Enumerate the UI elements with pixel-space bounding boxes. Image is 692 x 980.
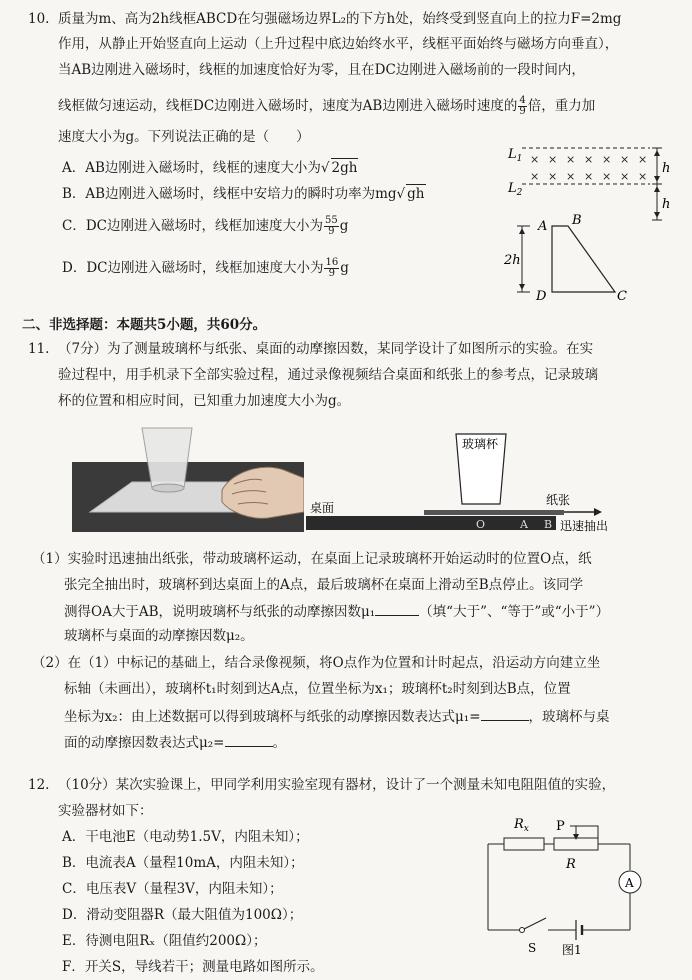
q10-option-c-num: 55 bbox=[324, 215, 338, 226]
q10-line-1: 质量为m、高为2h线框ABCD在匀强磁场边界L₂的下方h处，始终受到竖直向上的拉力F=2mg bbox=[58, 11, 622, 27]
pull-arrow bbox=[594, 508, 602, 516]
q12-line-1: （10分）某次实验课上，甲同学利用实验室现有器材，设计了一个测量未知电阻阻值的实验， bbox=[58, 777, 616, 793]
q10-number: 10. bbox=[28, 11, 50, 27]
svg-text:×: × bbox=[620, 170, 630, 183]
svg-text:×: × bbox=[566, 170, 576, 183]
fig-l2-label: $L_2$ bbox=[508, 181, 523, 198]
q10-line-4a: 线框做匀速运动，线框DC边刚进入磁场时，速度为AB边刚进入磁场时速度的 bbox=[58, 98, 518, 114]
q10-line-4b: 倍，重力加 bbox=[527, 98, 596, 114]
q10-option-a-radical: √ bbox=[320, 160, 330, 176]
q11-part2-line-3b: ，玻璃杯与桌 bbox=[528, 709, 610, 725]
q10-option-c-text: C．DC边刚进入磁场时，线框加速度大小为 bbox=[62, 218, 323, 234]
q11-part2-line-2: 标轴（未画出），玻璃杯t₁时刻到达A点，位置坐标为x₁；玻璃杯t₂时刻到达B点，位置 bbox=[64, 681, 571, 697]
q11-part1-line-3b: （填“大于”、“等于”或“小于”） bbox=[419, 604, 610, 620]
q11-line-2: 验过程中，用手机录下全部实验过程，通过录像视频结合桌面和纸张上的参考点，记录玻璃 bbox=[58, 367, 598, 383]
resistor-rx bbox=[504, 838, 544, 850]
fig-2h-label: 2h bbox=[504, 253, 521, 268]
fig-h2-label: h bbox=[662, 197, 671, 212]
q11-line-1: （7分）为了测量玻璃杯与纸张、桌面的动摩擦因数，某同学设计了如图所示的实验。在实 bbox=[58, 341, 594, 357]
svg-text:×: × bbox=[584, 153, 594, 166]
label-pull: 迅速抽出 bbox=[560, 519, 609, 533]
q11-part2-line-4 bbox=[64, 732, 286, 752]
q10-figure bbox=[500, 140, 680, 310]
svg-text:×: × bbox=[566, 153, 576, 166]
schematic-desk bbox=[306, 516, 556, 530]
label-rx: $R_x$ bbox=[514, 817, 529, 834]
q11-part1-line-1: （1）实验时迅速抽出纸张，带动玻璃杯运动，在桌面上记录玻璃杯开始运动时的位置O点，纸 bbox=[32, 551, 592, 567]
q11-part2-line-1: （2）在（1）中标记的基础上，结合录像视频，将O点作为位置和计时起点，沿运动方向建立坐 bbox=[32, 655, 601, 671]
q12-item-d: D．滑动变阻器R（最大阻值为100Ω）； bbox=[62, 907, 303, 923]
slider-arrow bbox=[573, 834, 579, 840]
q10-fraction bbox=[518, 96, 526, 117]
q10-option-b bbox=[62, 184, 426, 203]
q10-frac-den: 9 bbox=[519, 106, 526, 117]
point-o: O bbox=[476, 518, 486, 531]
q10-option-a bbox=[62, 158, 358, 177]
fig-field-crosses bbox=[530, 153, 647, 183]
q10-line-4 bbox=[58, 96, 595, 117]
point-a: A bbox=[520, 518, 528, 531]
q11-line-3: 杯的位置和相应时间，已知重力加速度大小为g。 bbox=[58, 393, 351, 409]
q11-part1-line-4: 玻璃杯与桌面的动摩擦因数μ₂。 bbox=[64, 628, 254, 644]
q11-part1-line-3 bbox=[64, 601, 609, 621]
svg-text:×: × bbox=[584, 170, 594, 183]
q10-option-d bbox=[62, 258, 349, 279]
q10-frac-num: 4 bbox=[519, 95, 526, 106]
q10-option-d-text: D．DC边刚进入磁场时，线框加速度大小为 bbox=[62, 260, 324, 276]
q12-item-a: A．干电池E（电动势1.5V，内阻未知）； bbox=[62, 829, 309, 845]
q12-item-c: C．电压表V（量程3V，内阻未知）； bbox=[62, 881, 283, 897]
svg-text:×: × bbox=[620, 153, 630, 166]
q10-option-d-frac bbox=[324, 258, 339, 279]
schematic-paper bbox=[424, 510, 564, 515]
label-glass: 玻璃杯 bbox=[462, 437, 499, 451]
q12-item-f: F．开关S，导线若干；测量电路如图所示。 bbox=[62, 959, 324, 975]
q10-option-d-num: 16 bbox=[325, 257, 339, 268]
q11-part1-line-3a: 测得OA大于AB，说明玻璃杯与纸张的动摩擦因数μ₁ bbox=[64, 604, 376, 620]
q11-part1-line-2: 张完全抽出时，玻璃杯到达桌面上的A点，最后玻璃杯在桌面上滑动至B点停止。该同学 bbox=[64, 577, 584, 593]
q11-part2-line-4b: 。 bbox=[272, 735, 286, 751]
q11-hand-illustration bbox=[72, 420, 304, 532]
svg-text:×: × bbox=[602, 170, 612, 183]
q11-blank-1[interactable] bbox=[375, 601, 419, 616]
svg-text:×: × bbox=[548, 170, 558, 183]
fig-label-c: C bbox=[617, 289, 627, 304]
svg-text:×: × bbox=[548, 153, 558, 166]
svg-text:×: × bbox=[602, 153, 612, 166]
point-b: B bbox=[544, 518, 553, 531]
svg-text:×: × bbox=[530, 153, 540, 166]
q12-number: 12. bbox=[28, 777, 50, 793]
svg-text:×: × bbox=[638, 170, 648, 183]
label-s: S bbox=[528, 941, 537, 955]
q10-option-a-text: A．AB边刚进入磁场时，线框的速度大小为 bbox=[62, 160, 321, 176]
q11-blank-2[interactable] bbox=[481, 706, 529, 721]
q10-option-b-radical: √ bbox=[396, 186, 406, 202]
q10-line-5: 速度大小为g。下列说法正确的是（ ） bbox=[58, 129, 310, 145]
q10-option-b-text: B．AB边刚进入磁场时，线框中安培力的瞬时功率为mg bbox=[62, 186, 397, 202]
q10-option-b-sqrt: gh bbox=[407, 186, 425, 202]
q10-line-2: 作用，从静止开始竖直向上运动（上升过程中底边始终水平，线框平面始终与磁场方向垂直）， bbox=[58, 36, 619, 52]
svg-text:×: × bbox=[530, 170, 540, 183]
fig-l1-label: $L_1$ bbox=[508, 147, 523, 164]
q10-option-d-den: 9 bbox=[328, 268, 336, 279]
q11-part2-line-4a: 面的动摩擦因数表达式μ₂= bbox=[64, 735, 225, 751]
q12-item-e: E．待测电阻Rₓ（阻值约200Ω）； bbox=[62, 933, 267, 949]
fig-label-d: D bbox=[536, 289, 547, 304]
q11-number: 11. bbox=[28, 341, 50, 357]
fig-trapezoid-frame bbox=[552, 226, 615, 292]
label-desk: 桌面 bbox=[310, 501, 335, 515]
switch-s bbox=[520, 928, 525, 933]
q11-blank-3[interactable] bbox=[225, 732, 273, 747]
q10-line-3: 当AB边刚进入磁场时，线框的加速度恰好为零，且在DC边刚进入磁场前的一段时间内， bbox=[58, 62, 585, 78]
q10-option-c bbox=[62, 216, 348, 237]
q10-option-c-den: 9 bbox=[328, 226, 335, 237]
q10-option-d-unit: g bbox=[340, 260, 349, 276]
section-2-heading: 二、非选择题：本题共5小题，共60分。 bbox=[22, 317, 267, 333]
q12-circuit-diagram bbox=[480, 812, 650, 962]
q10-option-a-sqrt: 2gh bbox=[331, 160, 358, 176]
label-p: P bbox=[556, 819, 565, 834]
figure-caption: 图1 bbox=[562, 943, 582, 957]
q12-item-b: B．电流表A（量程10mA，内阻未知）； bbox=[62, 855, 304, 871]
q11-part2-line-3a: 坐标为x₂：由上述数据可以得到玻璃杯与纸张的动摩擦因数表达式μ₁= bbox=[64, 709, 481, 725]
label-r: R bbox=[566, 857, 576, 872]
q11-schematic bbox=[306, 424, 676, 534]
fig-label-a: A bbox=[538, 219, 548, 234]
fig-h1-label: h bbox=[662, 161, 671, 176]
svg-text:×: × bbox=[638, 153, 648, 166]
q10-option-c-unit: g bbox=[339, 218, 349, 234]
label-paper: 纸张 bbox=[546, 493, 571, 507]
label-ammeter: A bbox=[625, 876, 634, 890]
fig-label-b: B bbox=[572, 213, 582, 228]
q11-part2-line-3 bbox=[64, 706, 610, 726]
q12-line-2: 实验器材如下： bbox=[58, 803, 153, 819]
q10-option-c-frac bbox=[324, 216, 339, 237]
